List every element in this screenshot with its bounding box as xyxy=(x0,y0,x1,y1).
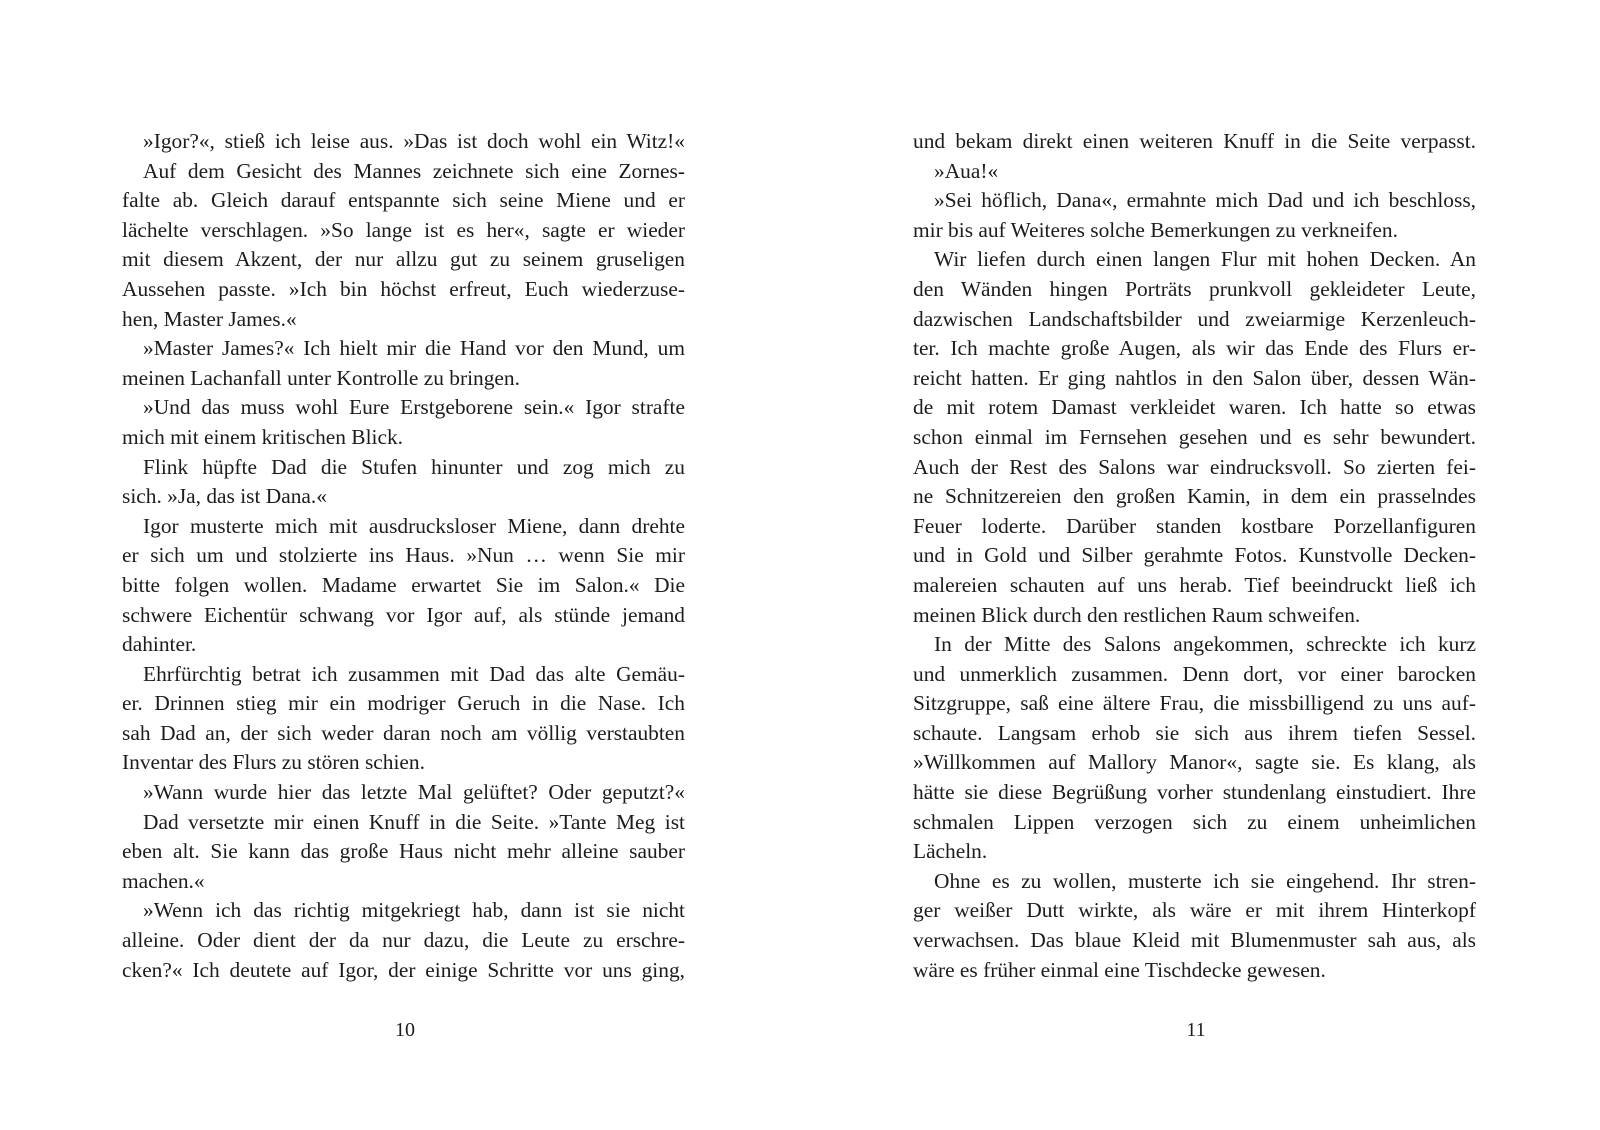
text-line: Wir liefen durch einen langen Flur mit hohen Decken. An xyxy=(934,247,1476,272)
text-line: Inventar des Flurs zu stören schien. xyxy=(122,750,425,775)
text-line: »Und das muss wohl Eure Erstgeborene sein.« Igor strafte xyxy=(143,395,685,420)
text-line: Feuer loderte. Darüber standen kostbare Porzellanfiguren xyxy=(913,513,1476,538)
text-line: Auch der Rest des Salons war eindrucksvoll. So zierten fei- xyxy=(913,454,1476,479)
text-line: de mit rotem Damast verkleidet waren. Ich hatte so etwas xyxy=(913,395,1476,420)
text-line: und unmerklich zusammen. Denn dort, vor einer barocken xyxy=(913,661,1476,686)
text-line: hen, Master James.« xyxy=(122,306,297,331)
text-line: »Wenn ich das richtig mitgekriegt hab, dann ist sie nicht xyxy=(143,898,685,923)
text-line: verwachsen. Das blaue Kleid mit Blumenmuster sah aus, als xyxy=(913,928,1476,953)
text-line: Igor musterte mich mit ausdrucksloser Miene, dann drehte xyxy=(143,513,685,538)
text-line: den Wänden hingen Porträts prunkvoll gekleideter Leute, xyxy=(913,276,1476,301)
text-line: sah Dad an, der sich weder daran noch am völlig verstaubten xyxy=(122,720,685,745)
text-line: dahinter. xyxy=(122,632,197,657)
text-line: »Aua!« xyxy=(934,158,999,183)
right-page-number: 11 xyxy=(1186,1019,1206,1041)
text-line: mich mit einem kritischen Blick. xyxy=(122,424,403,449)
text-line: schmalen Lippen verzogen sich zu einem unheimlichen xyxy=(913,809,1476,834)
text-line: Aussehen passte. »Ich bin höchst erfreut, Euch wiederzuse- xyxy=(122,276,685,301)
text-line: mit diesem Akzent, der nur allzu gut zu seinem gruseligen xyxy=(122,247,685,272)
text-line: Dad versetzte mir einen Knuff in die Seite. »Tante Meg ist xyxy=(143,809,685,834)
text-line: machen.« xyxy=(122,868,205,893)
text-line: und bekam direkt einen weiteren Knuff in die Seite verpasst. xyxy=(913,129,1476,153)
text-line: ne Schnitzereien den großen Kamin, in dem ein prasselndes xyxy=(913,484,1476,509)
left-page-text xyxy=(122,127,685,985)
text-line: cken?« Ich deutete auf Igor, der einige Schritte vor uns ging, xyxy=(122,957,685,982)
text-line: Lächeln. xyxy=(913,839,988,864)
right-page-text xyxy=(913,127,1476,985)
text-line: falte ab. Gleich darauf entspannte sich seine Miene und er xyxy=(122,188,685,213)
text-line: ger weißer Dutt wirkte, als wäre er mit ihrem Hinterkopf xyxy=(913,898,1476,923)
text-line: wäre es früher einmal eine Tischdecke gewesen. xyxy=(913,957,1326,982)
text-line: lächelte verschlagen. »So lange ist es her«, sagte er wieder xyxy=(122,217,685,242)
text-line: »Master James?« Ich hielt mir die Hand vor den Mund, um xyxy=(143,336,685,361)
text-line: Flink hüpfte Dad die Stufen hinunter und zog mich zu xyxy=(143,454,685,479)
text-line: alleine. Oder dient der da nur dazu, die Leute zu erschre- xyxy=(122,928,685,953)
text-line: meinen Blick durch den restlichen Raum schweifen. xyxy=(913,602,1361,627)
text-line: ter. Ich machte große Augen, als wir das Ende des Flurs er- xyxy=(913,336,1476,361)
text-line: »Igor?«, stieß ich leise aus. »Das ist doch wohl ein Witz!« xyxy=(143,129,685,153)
text-line: bitte folgen wollen. Madame erwartet Sie im Salon.« Die xyxy=(122,572,685,597)
text-line: »Wann wurde hier das letzte Mal gelüftet? Oder geputzt?« xyxy=(143,780,685,805)
text-line: In der Mitte des Salons angekommen, schreckte ich kurz xyxy=(934,632,1476,657)
text-line: mir bis auf Weiteres solche Bemerkungen zu verkneifen. xyxy=(913,217,1398,242)
left-page-number: 10 xyxy=(395,1019,415,1041)
text-line: dazwischen Landschaftsbilder und zweiarmige Kerzenleuch- xyxy=(913,306,1476,331)
text-line: eben alt. Sie kann das große Haus nicht mehr alleine sauber xyxy=(122,839,685,864)
text-line: Ehrfürchtig betrat ich zusammen mit Dad das alte Gemäu- xyxy=(143,661,685,686)
text-line: Auf dem Gesicht des Mannes zeichnete sich eine Zornes- xyxy=(143,158,685,183)
text-line: und in Gold und Silber gerahmte Fotos. Kunstvolle Decken- xyxy=(913,543,1476,568)
text-line: meinen Lachanfall unter Kontrolle zu bringen. xyxy=(122,365,520,390)
text-line: malereien schauten auf uns herab. Tief beeindruckt ließ ich xyxy=(913,572,1476,597)
text-line: schon einmal im Fernsehen gesehen und es sehr bewundert. xyxy=(913,424,1476,449)
text-line: »Willkommen auf Mallory Manor«, sagte sie. Es klang, als xyxy=(913,750,1476,775)
text-line: er. Drinnen stieg mir ein modriger Geruch in die Nase. Ich xyxy=(122,691,685,716)
text-line: Sitzgruppe, saß eine ältere Frau, die missbilligend zu uns auf- xyxy=(913,691,1476,716)
text-line: hätte sie diese Begrüßung vorher stundenlang einstudiert. Ihre xyxy=(913,780,1476,805)
text-line: Ohne es zu wollen, musterte ich sie eingehend. Ihr stren- xyxy=(934,868,1476,893)
text-line: schaute. Langsam erhob sie sich aus ihrem tiefen Sessel. xyxy=(913,720,1476,745)
text-line: er sich um und stolzierte ins Haus. »Nun … wenn Sie mir xyxy=(122,543,685,568)
text-line: »Sei höflich, Dana«, ermahnte mich Dad und ich beschloss, xyxy=(934,188,1476,213)
text-line: sich. »Ja, das ist Dana.« xyxy=(122,484,327,509)
text-line: reicht hatten. Er ging nahtlos in den Salon über, dessen Wän- xyxy=(913,365,1476,390)
text-line: schwere Eichentür schwang vor Igor auf, als stünde jemand xyxy=(122,602,685,627)
